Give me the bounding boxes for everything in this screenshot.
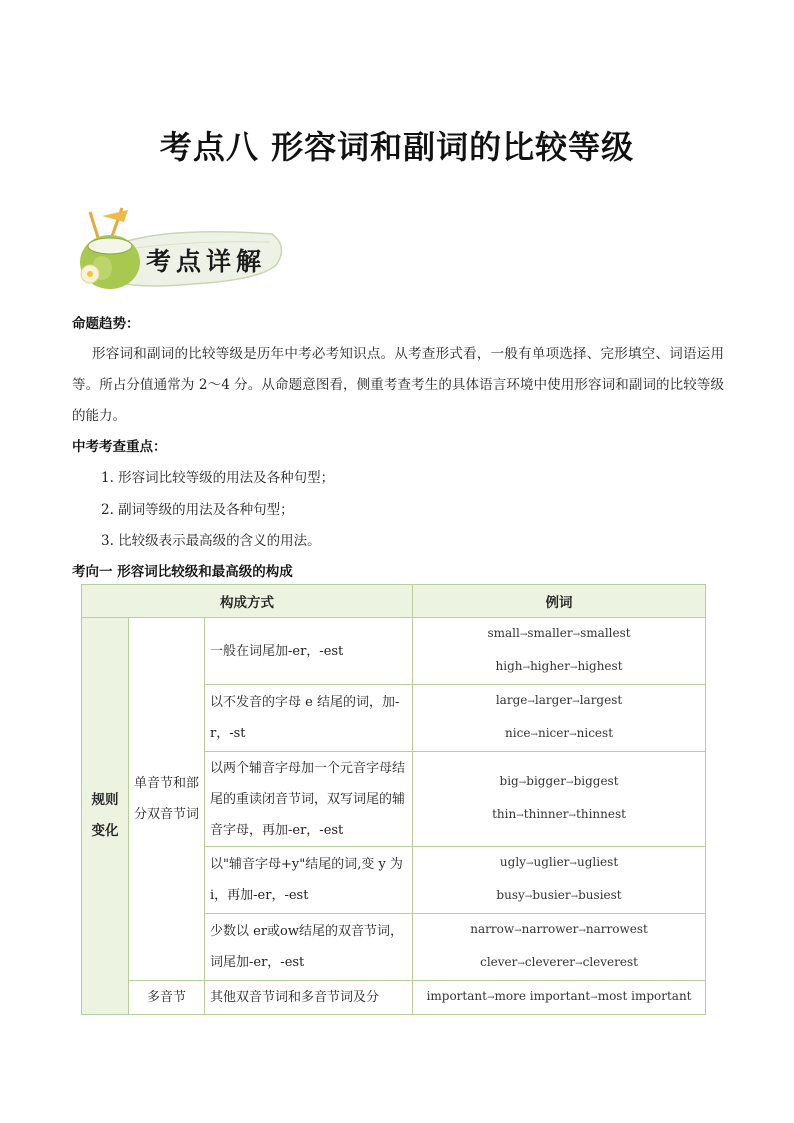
arrow-right-icon: →: [572, 697, 580, 707]
header-method: 构成方式: [82, 585, 413, 618]
example-cell: [413, 618, 706, 685]
example-word: cleverest: [582, 955, 638, 969]
example-word: most important: [597, 989, 692, 1003]
table-header-row: [82, 585, 706, 618]
example-word: biggest: [573, 774, 619, 788]
banner-label: 考点详解: [146, 247, 267, 276]
arrow-right-icon: →: [530, 730, 538, 740]
category-cell: 规则变化: [82, 618, 129, 1015]
example-line: [418, 651, 700, 684]
example-line: [418, 718, 700, 751]
focus-item: 3. 比较级表示最高级的含义的用法。: [101, 533, 321, 549]
example-word: higher: [530, 659, 570, 673]
rule-cell: 以不发音的字母 e 结尾的词，加-r，-st: [205, 685, 413, 752]
arrow-right-icon: →: [569, 730, 577, 740]
example-word: highest: [577, 659, 623, 673]
arrow-right-icon: →: [569, 859, 577, 869]
example-line: [418, 914, 700, 947]
example-word: busy: [496, 888, 525, 902]
arrow-right-icon: →: [516, 811, 524, 821]
arrow-right-icon: →: [569, 663, 578, 673]
example-word: nicest: [576, 726, 614, 740]
trend-heading: 命题趋势：: [72, 316, 140, 332]
arrow-right-icon: →: [518, 778, 527, 788]
example-cell: [413, 752, 706, 847]
example-cell: [413, 685, 706, 752]
example-word: largest: [579, 693, 623, 707]
example-word: nicer: [537, 726, 570, 740]
arrow-right-icon: →: [522, 663, 531, 673]
example-word: busier: [532, 888, 571, 902]
example-word: big: [499, 774, 519, 788]
example-line: [418, 685, 700, 718]
example-word: clever: [480, 955, 518, 969]
focus-item: 2. 副词等级的用法及各种句型；: [101, 502, 294, 518]
arrow-right-icon: →: [568, 811, 577, 821]
section-heading: 考向一 形容词比较级和最高级的构成: [72, 564, 293, 580]
example-cell: [413, 914, 706, 981]
example-word: ugliest: [576, 855, 619, 869]
subcategory-cell: 多音节: [129, 981, 205, 1015]
arrow-right-icon: →: [575, 959, 583, 969]
example-word: thinner: [523, 807, 569, 821]
example-cell: [413, 981, 706, 1015]
example-line: [418, 847, 700, 880]
example-word: small: [487, 626, 520, 640]
arrow-right-icon: →: [566, 778, 574, 788]
example-word: smaller: [527, 626, 573, 640]
example-word: narrowest: [585, 922, 648, 936]
example-word: thinnest: [576, 807, 626, 821]
comparison-table: [81, 584, 706, 1015]
example-word: busiest: [578, 888, 622, 902]
example-line: [418, 981, 700, 1014]
arrow-right-icon: →: [572, 630, 581, 640]
arrow-right-icon: →: [590, 993, 598, 1003]
rule-cell: 其他双音节词和多音节词及分: [205, 981, 413, 1015]
example-word: uglier: [533, 855, 570, 869]
example-word: more important: [494, 989, 591, 1003]
arrow-right-icon: →: [524, 892, 533, 902]
example-word: narrow: [470, 922, 515, 936]
focus-item: 1. 形容词比较等级的用法及各种句型；: [101, 470, 335, 486]
example-word: ugly: [499, 855, 526, 869]
arrow-right-icon: →: [527, 697, 535, 707]
rule-cell: 以"辅音字母+y"结尾的词,变 y 为 i，再加-er，-est: [205, 847, 413, 914]
example-word: cleverer: [524, 955, 576, 969]
example-line: [418, 880, 700, 913]
example-word: important: [426, 989, 487, 1003]
example-word: smallest: [580, 626, 631, 640]
example-cell: [413, 847, 706, 914]
example-word: larger: [534, 693, 573, 707]
rule-cell: 少数以 er或ow结尾的双音节词，词尾加-er，-est: [205, 914, 413, 981]
rule-cell: 以两个辅音字母加一个元音字母结尾的重读闭音节词，双写词尾的辅音字母，再加-er，-est: [205, 752, 413, 847]
arrow-right-icon: →: [578, 926, 586, 936]
example-line: [418, 766, 700, 799]
example-word: large: [495, 693, 528, 707]
example-word: thin: [492, 807, 517, 821]
example-word: high: [495, 659, 523, 673]
focus-heading: 中考考查重点：: [72, 439, 167, 455]
arrow-right-icon: →: [486, 993, 495, 1003]
example-line: [418, 947, 700, 980]
example-word: narrower: [521, 922, 579, 936]
table-row: [82, 618, 706, 685]
example-word: bigger: [526, 774, 567, 788]
example-word: nice: [505, 726, 531, 740]
header-examples: 例词: [413, 585, 706, 618]
example-line: [418, 799, 700, 832]
arrow-right-icon: →: [570, 892, 579, 902]
table-row: [82, 981, 706, 1015]
rule-cell: 一般在词尾加-er，-est: [205, 618, 413, 685]
arrow-right-icon: →: [517, 959, 525, 969]
arrow-right-icon: →: [525, 859, 534, 869]
example-line: [418, 618, 700, 651]
subcategory-cell: 单音节和部分双音节词: [129, 618, 205, 981]
page-title: 考点八 形容词和副词的比较等级: [159, 128, 635, 166]
arrow-right-icon: →: [514, 926, 522, 936]
trend-paragraph: 形容词和副词的比较等级是历年中考必考知识点。从考查形式看，一般有单项选择、完形填空、词语运用等。所占分值通常为 2～4 分。从命题意图看，侧重考查考生的具体语言环境中使用形容词和副词的比较等级的能力。: [72, 346, 724, 424]
arrow-right-icon: →: [519, 630, 528, 640]
